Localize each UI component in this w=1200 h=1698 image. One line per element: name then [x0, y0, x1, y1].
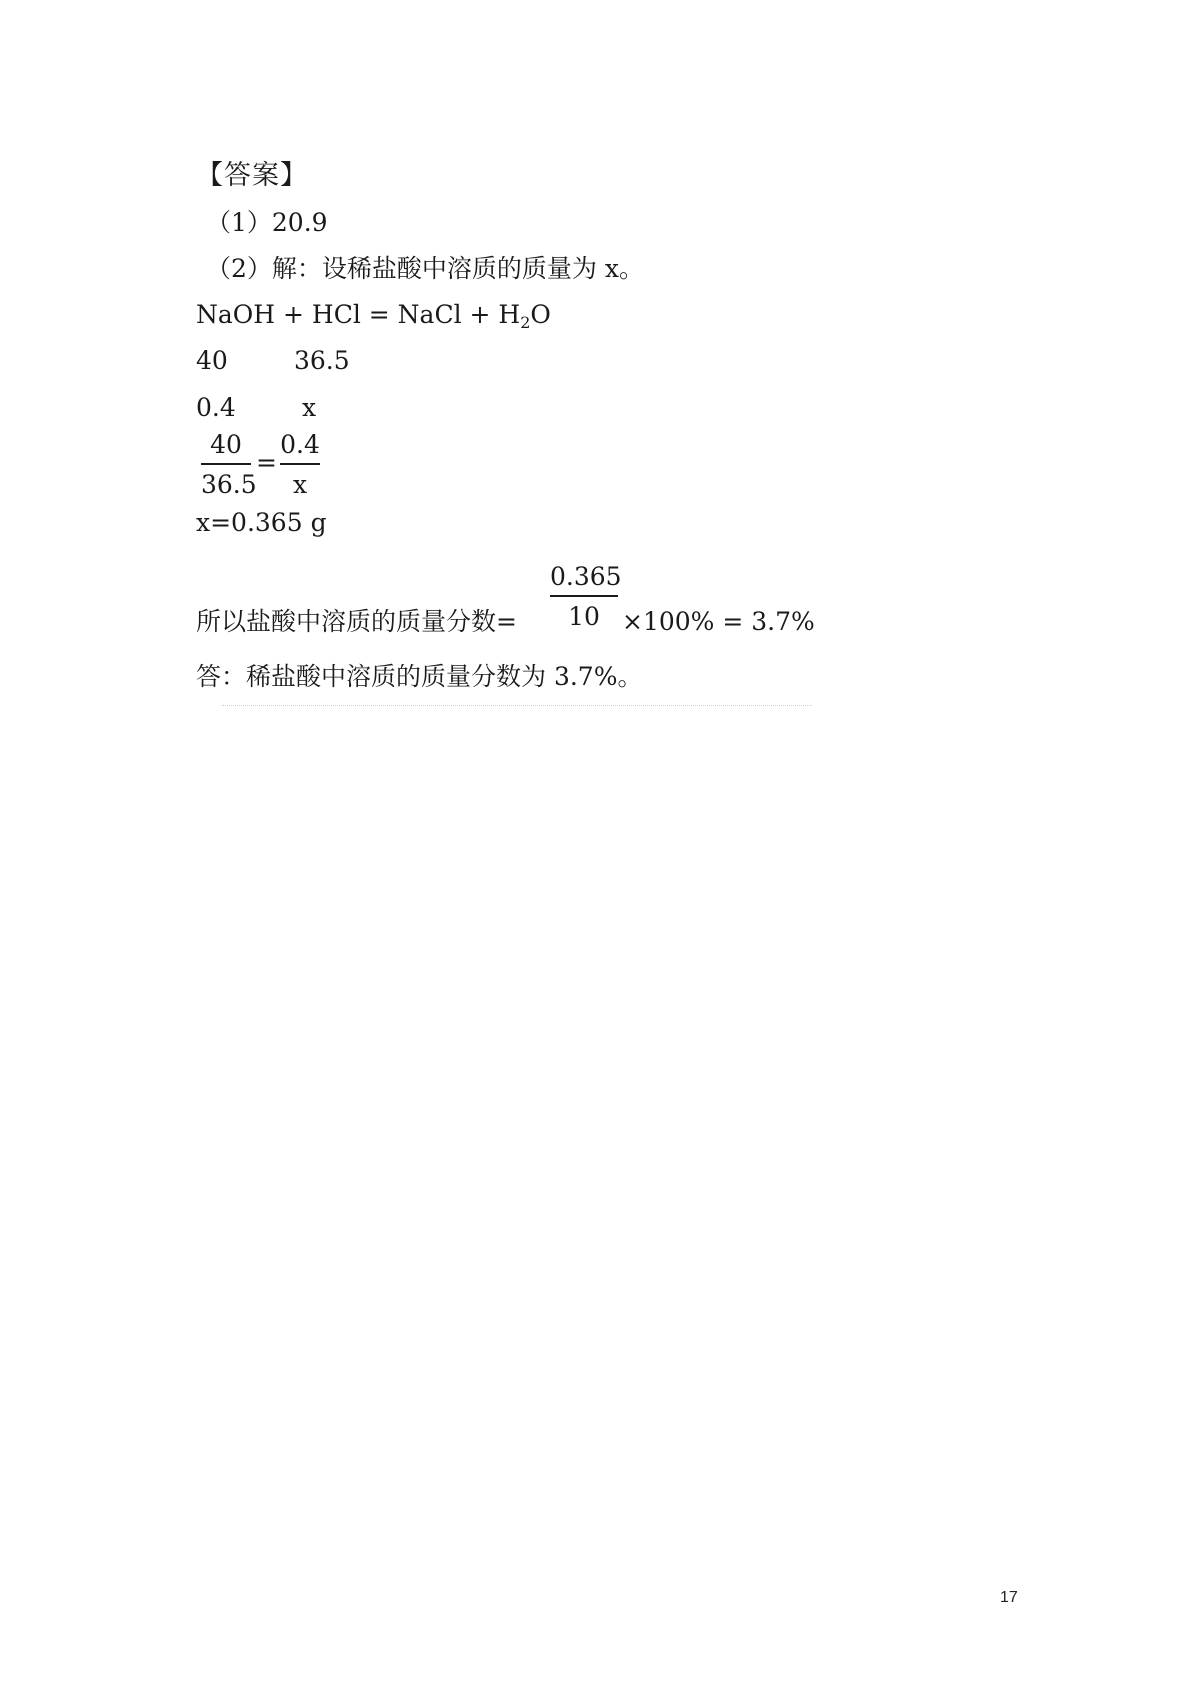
- equation-right: O: [530, 300, 551, 329]
- answer-heading: 【答案】: [196, 160, 308, 191]
- proportion-equals: =: [256, 448, 277, 477]
- faint-divider: [222, 705, 812, 706]
- proportion-left-fraction: [201, 430, 257, 500]
- proportion-right-denominator: x: [292, 470, 308, 499]
- fraction-bar: [201, 463, 251, 465]
- ratio-row1-hcl: 36.5: [294, 346, 350, 375]
- ratio-row2-hcl: x: [302, 393, 317, 422]
- proportion-left-numerator: 40: [210, 430, 242, 459]
- ratio-row1-naoh: 40: [196, 346, 228, 375]
- proportion-left-denominator: 36.5: [201, 470, 257, 499]
- mass-fraction: [550, 562, 622, 632]
- ratio-row2-naoh: 0.4: [196, 393, 236, 422]
- equation-left: NaOH + HCl = NaCl + H: [196, 300, 521, 329]
- fraction-line-suffix: ×100% = 3.7%: [622, 607, 815, 636]
- proportion-right-fraction: [280, 430, 320, 500]
- chemical-equation: [196, 300, 551, 330]
- proportion-right-numerator: 0.4: [280, 430, 320, 459]
- result-x: x=0.365 g: [196, 508, 327, 537]
- page-number: 17: [1000, 1589, 1018, 1606]
- fraction-line-prefix: 所以盐酸中溶质的质量分数=: [196, 607, 517, 636]
- fraction-bar: [550, 595, 618, 597]
- equation-subscript: 2: [520, 313, 531, 332]
- part1-answer: （1）20.9: [206, 208, 328, 237]
- conclusion: 答：稀盐酸中溶质的质量分数为 3.7%。: [196, 662, 643, 691]
- mass-fraction-denominator: 10: [568, 602, 600, 631]
- mass-fraction-numerator: 0.365: [550, 562, 622, 591]
- part2-intro: （2）解：设稀盐酸中溶质的质量为 x。: [206, 254, 644, 283]
- fraction-bar: [280, 463, 320, 465]
